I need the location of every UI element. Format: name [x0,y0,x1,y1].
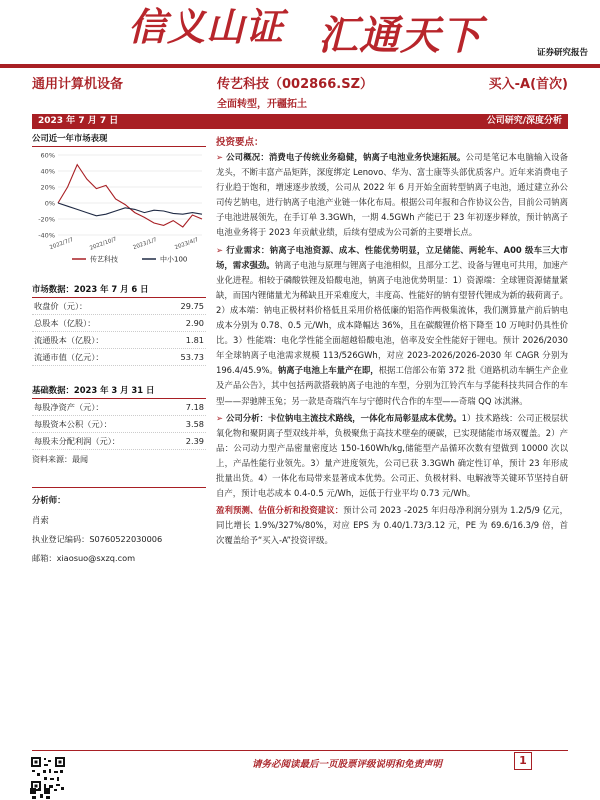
p1-body: 公司是笔记本电脑输入设备龙头，不断丰富产品矩阵，深度绑定 Lenovo、华为、富士康等头部优质客户。近年来消费电子行业趋于饱和，增速逐步放缓，公司从 2022 年 6 月开始全面转型钠离子电池，通过建立孙公司传艺钠电，进行钠离子电池产业链一体化布局。根据公司年报和合作协议公告，目前公司钠离子电池进展领先，在手订单 3.3GWh，一期 4.5GWh 产能已于 23 年初逐步释放，预计钠离子电池业务将于 2023 年贡献业绩，后续有望成为公司新的主要增长点。 [216,152,569,238]
p4-title: 盈利预测、估值分析和投资建议： [216,505,344,516]
banner-slogan-left: 信义山证 [128,4,285,49]
banner-divider [0,64,600,68]
chart-x-tick-label: 2023/1/7 [132,237,158,252]
disclaimer-note: 请务必阅读最后一页股票评级说明和免责声明 [252,759,443,770]
paragraph-forecast [216,503,568,548]
market-data-row [32,298,206,315]
footer-divider [32,750,568,751]
chart-legend-label: 中小100 [160,255,188,264]
basic-data-label: 每股净资产（元）： [34,402,104,412]
market-data-row [32,332,206,349]
basic-data-label: 每股未分配利润（元）： [34,436,120,446]
analyst-license: 执业登记编码：S0760522030006 [32,534,163,544]
chart-legend [72,255,187,264]
p2-title: 行业需求：钠离子电池资源、成本、性能优势明显，立足储能、两轮车、A00 级车三大市场，需求强劲。 [216,244,568,270]
banner-subtitle: 证券研究报告 [536,48,588,58]
analyst-block [32,487,206,564]
p3-body: 1）技术路线：公司正极层状氧化物和聚阴离子型双线并举，负极聚焦于高技术壁垒的硬碳，已实现储能市场双覆盖。2）产品：公司动力型产品密量密度达 150-160Wh/kg,储能型产品循环次数有望做到 10000 次以上，产品性能行业领先。3）量产进度领先，公司已获 3.3GWh 确定性订单，预计 23 年形成批量出货。4）一体化布局带来显著成本优势。公司正、负极材料、电解液等关键环节坚持自研自产，预计电芯成本 0.4-0.5 元/Wh，远低于行业平均 0.73 元/Wh。 [216,412,569,499]
paragraph-industry-demand: ➢ 行业需求：钠离子电池资源、成本、性能优势明显，立足储能、两轮车、A00 级车三大市场，需求强劲。钠离子电池与原理与锂离子电池相似，且部分工艺、设备与锂电可共用，加速产业化进程。相较于磷酸铁锂及铅酸电池，钠离子电池优势明显：1）资源端：全球锂资源储量紧缺，而国内锂储量尤为稀缺且开采难度大，丰度高、性能好的钠有望替代锂成为新的载荷离子。2）成本端：钠电正极材料价格低且采用价格低廉的铝箔作两极集流体，我们测算量产前后钠电成本分别为 0.78、0.5 元/Wh，成本降幅达 36%，且在碳酸锂价格下降至 10 万吨时仍具性价比。3）性能端：电化学性能全面超越铅酸电池，倍率及安全性能好于锂电。预计 2026/2030 年全球钠离子电池需求规模 113/526GWh，对应 2023-2026/2026-2030 年 CAGR 分别为 196.4/45.9%。钠离子电池上车量产在即，根据工信部公布第 372 批《道路机动车辆生产企业及产品公告》，其中包括两款搭载钠离子电池的车型，分别为江铃汽车与孚能科技共同合作的车型——羿驰牌玉兔；另一款是奇瑞汽车与宁德时代合作的车型——奇瑞 QQ 冰淇淋。 [216,244,569,406]
chart-x-ticks [49,236,200,251]
qr-code-icon [30,756,66,792]
report-subtitle: 全面转型，开疆拓土 [217,99,307,110]
page-number: 1 [514,752,532,770]
basic-data-table [32,399,206,450]
chart-y-tick-label: 60% [40,151,55,160]
date-bar [32,114,568,129]
report-date: 2023 年 7 月 7 日 [38,116,119,126]
market-data-label: 总股本（亿股）： [34,318,96,328]
chart-x-tick-label: 2022/10/7 [89,236,118,252]
investment-highlights-heading: 投资要点： [216,137,264,148]
p2-body: 钠离子电池与原理与锂离子电池相似，且部分工艺、设备与锂电可共用，加速产业化进程。相较于磷酸铁锂及铅酸电池，钠离子电池优势明显：1）资源端：全球锂资源储量紧缺，而国内锂储量尤为稀缺且开采难度大，丰度高、性能好的钠有望替代锂成为新的载荷离子。2）成本端：钠电正极材料价格低且采用价格低廉的铝箔作两极集流体，我们测算量产前后钠电成本分别为 0.78、0.5 元/Wh，成本降幅达 36%，且在碳酸锂价格下降至 10 万吨时仍具性价比。3）性能端：电化学性能全面超越铅酸电池，倍率及安全性能好于锂电。预计 2026/2030 年全球钠离子电池需求规模 113/526GWh，对应 2023-2026/2026-2030 年 CAGR 分别为 196.4/45.9%。 [216,259,569,376]
market-data-value: 53.73 [180,352,204,362]
chart-grid [58,155,202,235]
chart-y-ticks [38,152,55,240]
p2-tail-body: 根据工信部公布第 372 批《道路机动车辆生产企业及产品公告》，其中包括两款搭载钠离子电池的车型，分别为江铃汽车与孚能科技共同合作的车型——羿驰牌玉兔；另一款是奇瑞汽车与宁德时代合作的车型——奇瑞 QQ 冰淇淋。 [216,365,569,406]
performance-chart [32,149,206,267]
p2-tail-title: 钠离子电池上车量产在即， [277,365,379,376]
paragraph-company-overview: ➢ 公司概况：消费电子传统业务稳健，钠离子电池业务快速拓展。公司是笔记本电脑输入设备龙头，不断丰富产品矩阵，深度绑定 Lenovo、华为、富士康等头部优质客户。近年来消费电子行业趋于饱和，增速逐步放缓，公司从 2022 年 6 月开始全面转型钠离子电池，通过建立孙公司传艺钠电，进行钠离子电池产业链一体化布局。根据公司年报和合作协议公告，目前公司钠离子电池进展领先，在手订单 3.3GWh，一期 4.5GWh 产能已于 23 年初逐步释放，预计钠离子电池业务将于 2023 年贡献业绩，后续有望成为公司新的主要增长点。 [216,152,569,238]
market-data-row [32,315,206,332]
basic-data-row [32,416,206,433]
main-content [216,134,568,548]
basic-data-label: 每股资本公积（元）： [34,419,112,429]
market-data-row [32,349,206,366]
market-data-value: 29.75 [180,301,204,311]
market-data-title: 市场数据：2023 年 7 月 6 日 [32,283,206,298]
chart-title: 公司近一年市场表现 [32,132,206,147]
chart-x-tick-label: 2022/7/7 [49,237,75,252]
chart-y-tick-label: 40% [40,167,55,176]
chart-y-tick-label: -20% [38,215,55,224]
chart-y-tick-label: 0% [44,199,55,208]
market-data-table [32,298,206,366]
chart-y-tick-label: -40% [38,231,55,240]
basic-data-value: 7.18 [185,402,204,412]
basic-data-title: 基础数据：2023 年 3 月 31 日 [32,384,206,399]
chart-y-tick-label: 20% [40,183,55,192]
basic-data-row [32,433,206,450]
analyst-name: 肖索 [32,515,49,525]
basic-data-value: 2.39 [185,436,204,446]
company-title: 传艺科技（002866.SZ） [217,77,374,92]
market-data-value: 2.90 [185,318,204,328]
chart-x-tick-label: 2023/4/7 [174,237,200,252]
market-data-value: 1.81 [185,335,204,345]
analyst-email[interactable]: 邮箱：xiaosuo@sxzq.com [32,553,136,563]
report-type: 公司研究/深度分析 [486,116,562,126]
market-data-label: 流通股本（亿股）： [34,335,104,345]
market-data-label: 收盘价（元）： [34,301,88,311]
basic-data-value: 3.58 [185,419,204,429]
chart-series [58,165,202,227]
index-series-line [58,203,202,216]
industry-label: 通用计算机设备 [32,77,124,92]
left-sidebar [32,132,206,564]
paragraph-company-analysis: ➢ 公司分析：卡位钠电主流技术路线，一体化布局彰显成本优势。1）技术路线：公司正极层状氧化物和聚阴离子型双线并举，负极聚焦于高技术壁垒的硬碳，已实现储能市场双覆盖。2）产品：公司动力型产品密量密度达 150-160Wh/kg,储能型产品循环次数有望做到 10000 次以上，产品性能行业领先。3）量产进度领先，公司已获 3.3GWh 确定性订单，预计 23 年形成批量出货。4）一体化布局带来显著成本优势。公司正、负极材料、电解液等关键环节坚持自研自产，预计电芯成本 0.4-0.5 元/Wh，远低于行业平均 0.73 元/Wh。 [216,412,569,499]
market-data-label: 流通市值（亿元）： [34,352,104,362]
data-source: 资料来源：最闻 [32,455,88,464]
rating-label: 买入-A(首次) [488,77,568,92]
chart-legend-label: 传艺科技 [90,255,118,264]
stock-series-line [58,165,202,227]
basic-data-row [32,399,206,416]
top-banner [0,0,600,66]
qr-code-small-icon [30,788,52,800]
p1-title: 公司概况：消费电子传统业务稳健，钠离子电池业务快速拓展。 [226,152,466,162]
banner-slogan-right: 汇通天下 [318,12,482,59]
p3-title: 公司分析：卡位钠电主流技术路线，一体化布局彰显成本优势。 [225,412,462,423]
p4-body: 预计公司 2023 -2025 年归母净利润分别为 1.2/5/9 亿元，同比增长 1.9%/327%/80%，对应 EPS 为 0.40/1.73/3.12 元，PE 为 69.6/16.3/9 倍，首次覆盖给予“买入-A”投资评级。 [216,505,568,546]
analyst-title: 分析师： [32,495,66,505]
